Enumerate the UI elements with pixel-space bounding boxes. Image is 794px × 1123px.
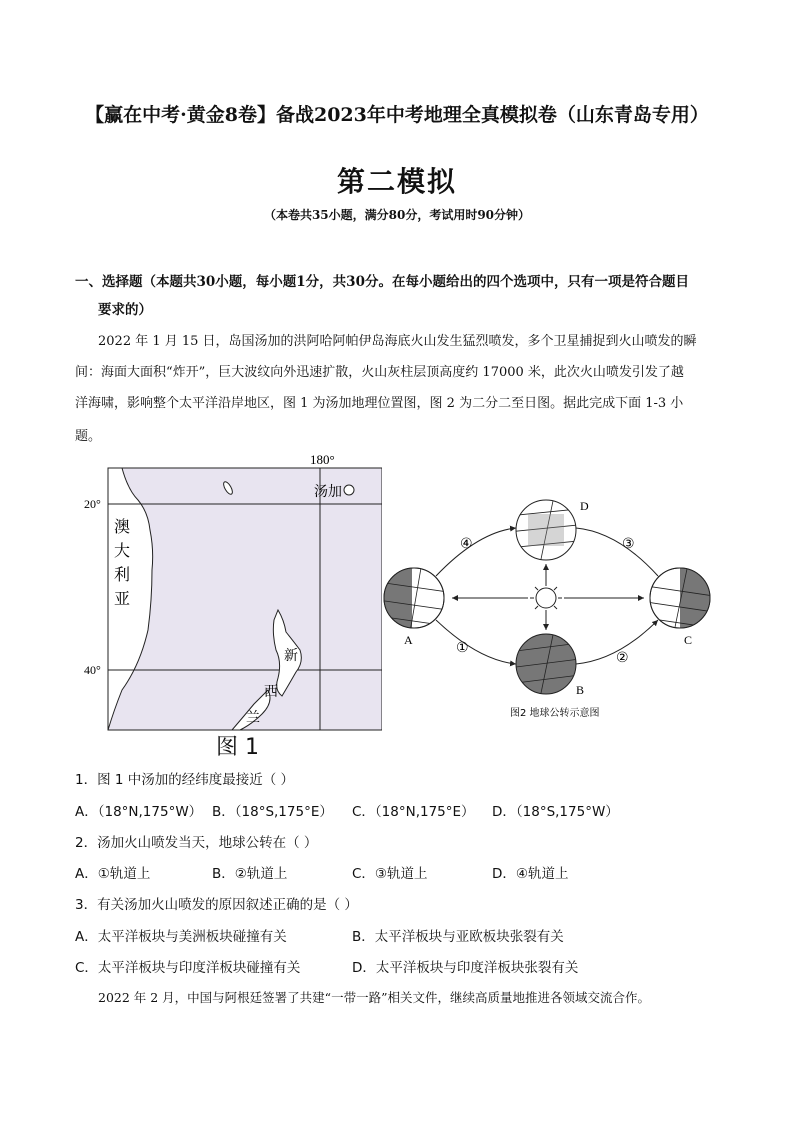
question-3-option-c[interactable]: C．太平洋板块与印度洋板块碰撞有关 [75,960,301,976]
orbit-svg [378,492,718,722]
orbit-arc-3 [576,528,658,576]
question-2-stem: 2．汤加火山喷发当天，地球公转在（ ） [75,835,318,851]
orbit-arc-4 [436,528,516,576]
lat-top-label: 20° [84,497,101,511]
question-2-option-b[interactable]: B．②轨道上 [212,866,288,882]
orbit-label-2: ② [616,650,629,666]
orbit-arc-1 [436,620,516,664]
lat-bottom-label: 40° [84,663,101,677]
outro-paragraph: 2022 年 2 月，中国与阿根廷签署了共建“一带一路”相关文件，继续高质量地推进各领域交流合作。 [98,990,650,1005]
australia-char: 利 [114,565,131,584]
australia-char: 亚 [114,589,131,608]
figure-1-map [82,450,382,760]
position-label-c: C [684,633,693,647]
orbit-label-3: ③ [622,536,635,552]
section-heading-cont: 要求的） [98,302,152,318]
sun-icon [530,582,562,614]
question-2-option-a[interactable]: A．①轨道上 [75,866,151,882]
nz-char: 西 [264,684,278,700]
nz-char: 新 [284,648,298,664]
lon-label: 180° [310,452,335,467]
question-2-option-d[interactable]: D．④轨道上 [492,866,569,882]
position-label-a: A [404,633,413,647]
intro-line: 题。 [75,429,102,444]
nz-char: 兰 [246,710,260,726]
figure-1-caption: 图 1 [216,735,259,760]
question-1-option-c[interactable]: C．（18°N,175°E） [352,804,475,820]
question-2-option-c[interactable]: C．③轨道上 [352,866,428,882]
intro-line: 洋海啸，影响整个太平洋沿岸地区，图 1 为汤加地理位置图，图 2 为二分二至日图。据此完成下面 1-3 小 [75,396,684,411]
question-3-option-a[interactable]: A．太平洋板块与美洲板块碰撞有关 [75,929,287,945]
question-1-option-a[interactable]: A．（18°N,175°W） [75,804,203,820]
position-label-b: B [576,683,585,697]
question-1-option-b[interactable]: B．（18°S,175°E） [212,804,333,820]
earth-position-d [508,496,588,564]
question-3-option-d[interactable]: D．太平洋板块与印度洋板块张裂有关 [352,960,579,976]
figure-2-caption: 图2 地球公转示意图 [510,708,600,719]
question-3-stem: 3．有关汤加火山喷发的原因叙述正确的是（ ） [75,897,358,913]
paper-header: 【赢在中考·黄金8卷】备战2023年中考地理全真模拟卷（山东青岛专用） [85,104,709,126]
question-1-option-d[interactable]: D．（18°S,175°W） [492,804,619,820]
question-1-stem: 1．图 1 中汤加的经纬度最接近（ ） [75,772,295,788]
intro-line: 间：海面大面积“炸开”，巨大波纹向外迅速扩散，火山灰柱层顶高度约 17000 米，此次火山喷发引发了越 [75,365,684,380]
section-heading: 一、选择题（本题共30小题，每小题1分，共30分。在每小题给出的四个选项中，只有一项是符合题目 [75,274,689,290]
position-label-d: D [580,499,589,513]
question-3-option-b[interactable]: B．太平洋板块与亚欧板块张裂有关 [352,929,564,945]
intro-line: 2022 年 1 月 15 日，岛国汤加的洪阿哈阿帕伊岛海底火山发生猛烈喷发，多个卫星捕捉到火山喷发的瞬 [98,334,697,349]
tonga-marker [344,485,354,495]
orbit-label-4: ④ [460,536,473,552]
tonga-label: 汤加 [314,484,342,500]
paper-title: 第二模拟 [336,165,457,198]
map-svg [82,450,382,760]
paper-subtitle: （本卷共35小题，满分80分，考试用时90分钟） [263,208,531,222]
australia-char: 大 [114,541,131,560]
figure-2-orbit [378,492,718,722]
orbit-label-1: ① [456,640,469,656]
australia-char: 澳 [114,517,131,536]
